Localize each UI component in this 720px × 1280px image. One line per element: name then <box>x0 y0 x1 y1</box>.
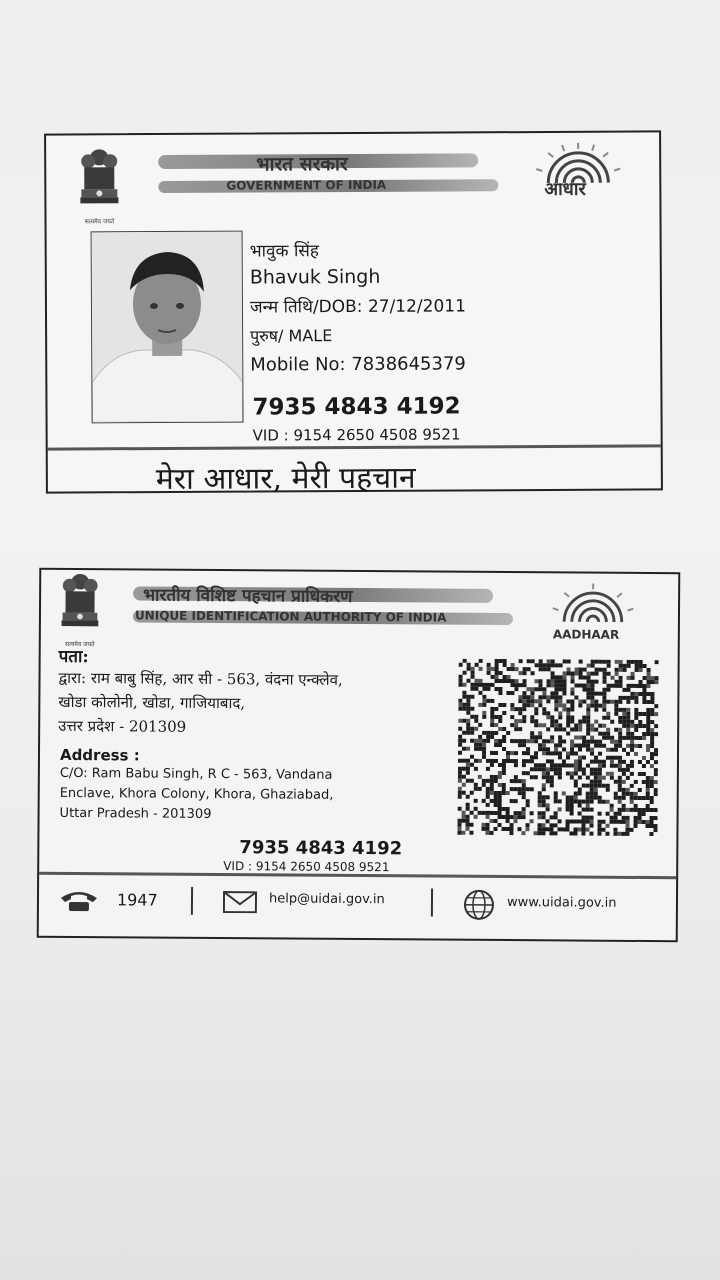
header-english: GOVERNMENT OF INDIA <box>226 177 387 193</box>
footer-email: help@uidai.gov.in <box>268 891 385 908</box>
emblem-caption: सत्यमेव जयते <box>65 640 95 649</box>
aadhaar-front-card <box>44 130 663 498</box>
envelope-icon <box>223 891 257 913</box>
holder-dob: जन्म तिथि/DOB: 27/12/2011 <box>249 296 466 318</box>
national-emblem-icon <box>76 147 122 226</box>
holder-name-english: Bhavuk Singh <box>249 265 381 289</box>
footer-website: www.uidai.gov.in <box>506 895 617 911</box>
aadhaar-logo-label: आधार <box>544 178 586 200</box>
telephone-icon <box>59 888 99 912</box>
header-hindi: भारत सरकार <box>256 153 348 176</box>
globe-icon <box>463 889 495 921</box>
aadhaar-number: 7935 4843 4192 <box>252 393 461 421</box>
address-label-hindi: पता: <box>58 646 89 668</box>
address-hindi-line: खोडा कोलोनी, खोडा, गाजियाबाद, <box>58 692 246 713</box>
holder-mobile: Mobile No: 7838645379 <box>250 353 466 376</box>
footer-separator <box>431 889 433 917</box>
aadhaar-back-card <box>37 568 681 942</box>
address-hindi-line: उत्तर प्रदेश - 201309 <box>58 716 187 736</box>
tagline-divider <box>48 444 661 450</box>
footer-separator <box>191 887 193 915</box>
header-english: UNIQUE IDENTIFICATION AUTHORITY OF INDIA <box>134 608 447 625</box>
aadhaar-number: 7935 4843 4192 <box>239 837 403 860</box>
qr-code <box>457 659 658 838</box>
vid-number: VID : 9154 2650 4508 9521 <box>223 859 390 875</box>
aadhaar-logo-label: AADHAAR <box>552 627 620 642</box>
holder-gender: पुरुष/ MALE <box>250 326 333 346</box>
vid-number: VID : 9154 2650 4508 9521 <box>252 425 461 445</box>
national-emblem-icon <box>57 572 103 649</box>
holder-name-hindi: भावुक सिंह <box>249 241 319 262</box>
emblem-caption: सत्यमेव जयते <box>84 218 115 226</box>
footer-phone: 1947 <box>116 890 158 910</box>
address-label-english: Address : <box>59 745 140 765</box>
holder-photo <box>91 231 244 424</box>
address-hindi-line: द्वारा: राम बाबु सिंह, आर सी - 563, वंदना एन्क्लेव, <box>58 668 343 689</box>
address-english-line: Enclave, Khora Colony, Khora, Ghaziabad, <box>59 785 334 803</box>
aadhaar-fingerprint-logo-icon <box>543 579 643 628</box>
address-english-line: Uttar Pradesh - 201309 <box>59 805 212 822</box>
header-hindi: भारतीय विशिष्ट पहचान प्राधिकरण <box>143 585 353 607</box>
address-english-line: C/O: Ram Babu Singh, R C - 563, Vandana <box>59 765 333 783</box>
tagline: मेरा आधार, मेरी पहचान <box>155 460 416 498</box>
